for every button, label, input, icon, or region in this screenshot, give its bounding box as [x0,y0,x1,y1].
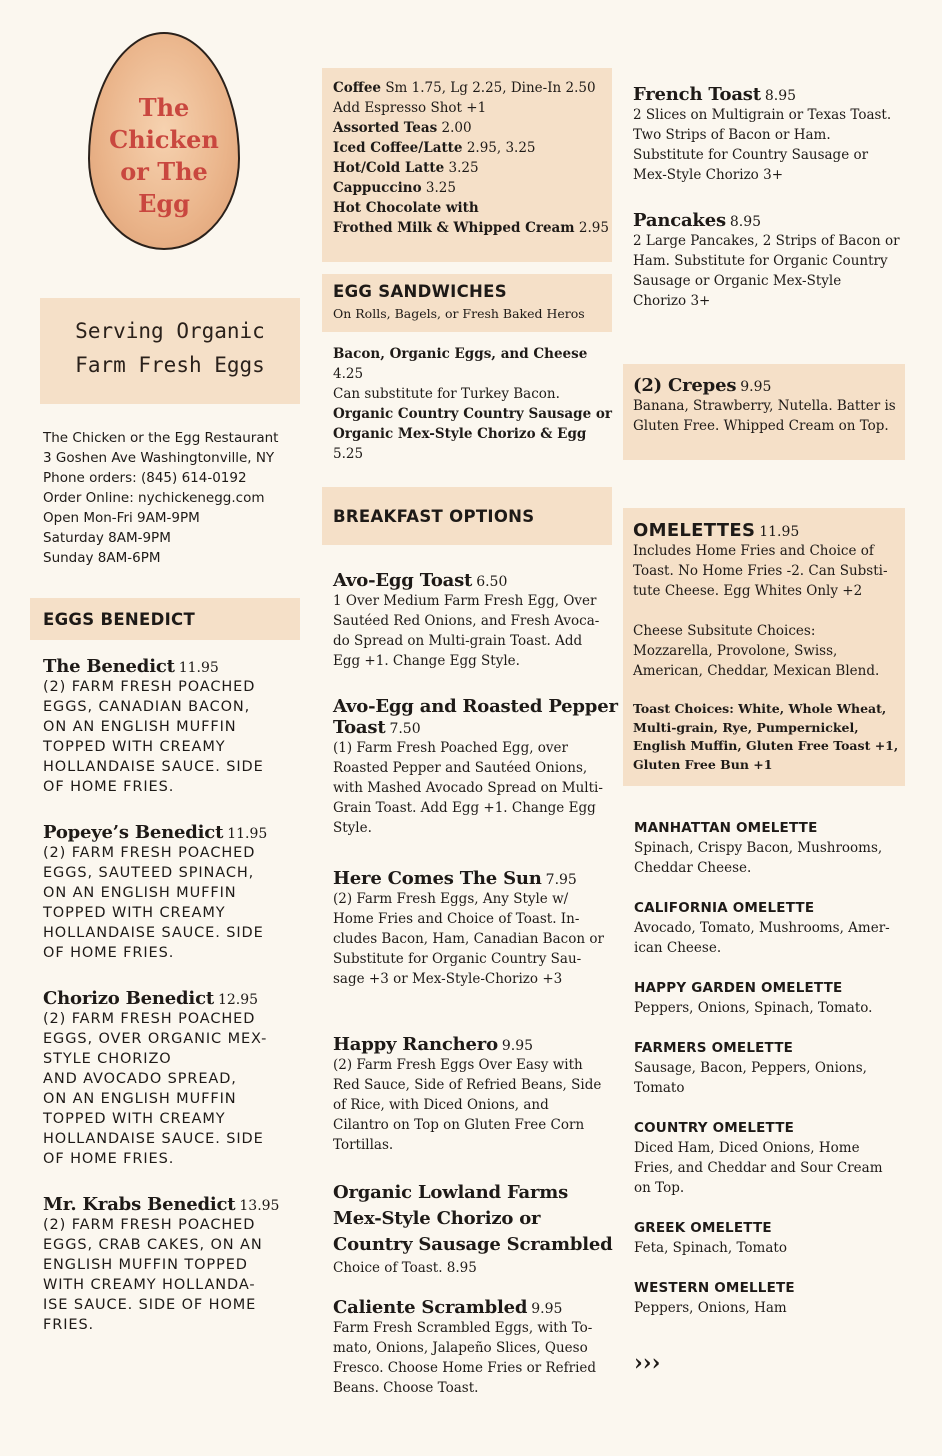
drink-teas: Assorted Teas 2.00 [333,120,472,136]
drink-coffee: Coffee Sm 1.75, Lg 2.25, Dine-In 2.50 [333,80,596,96]
drink-latte: Hot/Cold Latte 3.25 [333,160,479,176]
omelette-happy-garden: HAPPY GARDEN OMELETTE Peppers, Onions, Spinach, Tomato. [634,980,873,1016]
menu-item-here-comes-the-sun: Here Comes The Sun 7.95 (2) Farm Fresh Eggs, Any Style w/ Home Fries and Choice of Toast. In- cludes Bacon, Ham, Canadian Bacon or Substitute for Organic Country Sau- sage +3 or Mex-Style-Chorizo +3 [333,868,604,987]
egg-sandwiches-header: EGG SANDWICHES [333,282,507,301]
menu-item-the-benedict: The Benedict 11.95 (2) FARM FRESH POACHED EGGS, CANADIAN BACON, ON AN ENGLISH MUFFIN TOPPED WITH CREAMY HOLLANDAISE SAUCE. SIDE OF HOME FRIES. [43,656,264,795]
tagline: Serving Organic Farm Fresh Eggs [75,319,265,377]
next-page-arrow-icon: ››› [634,1350,661,1376]
sandwich-sausage-chorizo: Organic Country Country Sausage or Organic Mex-Style Chorizo & Egg 5.25 [333,406,612,462]
omelettes-section: OMELETTES 11.95 Includes Home Fries and Choice of Toast. No Home Fries -2. Can Substi- tute Cheese. Egg Whites Only +2 Cheese Subsitute Choices: Mozzarella, Provolone, Swiss, American, Cheddar, Mexican Blend. Toast Choices: White, Whole Wheat, Multi-grain, Rye, Pumpernickel, English Muffin, Gluten Free Toast +1, Gluten Free Bun +1 [633,520,901,774]
menu-item-happy-ranchero: Happy Ranchero 9.95 (2) Farm Fresh Eggs Over Easy with Red Sauce, Side of Refried Beans, Side of Rice, with Diced Onions, and Cilantro on Top on Gluten Free Corn Tortillas. [333,1034,602,1153]
menu-item-crepes: (2) Crepes 9.95 Banana, Strawberry, Nutella. Batter is Gluten Free. Whipped Cream on Top. [633,375,896,434]
egg-sandwiches-subheader: On Rolls, Bagels, or Fresh Baked Heros [333,306,585,321]
drink-iced-coffee: Iced Coffee/Latte 2.95, 3.25 [333,140,536,156]
omelette-california: CALIFORNIA OMELETTE Avocado, Tomato, Mushrooms, Amer- ican Cheese. [634,900,890,956]
drink-cappuccino: Cappuccino 3.25 [333,180,456,196]
menu-item-popeyes-benedict: Popeye’s Benedict 11.95 (2) FARM FRESH POACHED EGGS, SAUTEED SPINACH, ON AN ENGLISH MUFFIN TOPPED WITH CREAMY HOLLANDAISE SAUCE. SIDE OF HOME FRIES. [43,822,268,961]
omelette-greek: GREEK OMELETTE Feta, Spinach, Tomato [634,1220,787,1256]
breakfast-header: BREAKFAST OPTIONS [333,507,535,526]
omelette-western: WESTERN OMELLETE Peppers, Onions, Ham [634,1280,795,1316]
menu-item-pancakes: Pancakes 8.95 2 Large Pancakes, 2 Strips of Bacon or Ham. Substitute for Organic Country Sausage or Organic Mex-Style Chorizo 3+ [633,210,900,309]
eggs-benedict-header: EGGS BENEDICT [43,610,196,629]
drink-whipped-cream: Frothed Milk & Whipped Cream 2.95 [333,220,609,236]
drink-espresso-shot: Add Espresso Shot +1 [333,100,487,116]
drink-hot-chocolate: Hot Chocolate with [333,200,479,216]
restaurant-info: The Chicken or the Egg Restaurant 3 Goshen Ave Washingtonville, NY Phone orders: (845) 614-0192 Order Online: nychickenegg.com Open Mon-Fri 9AM-9PM Saturday 8AM-9PM Sunday 8AM-6PM [43,430,279,566]
menu-item-avo-egg-roasted-pepper: Avo-Egg and Roasted Pepper Toast 7.50 (1) Farm Fresh Poached Egg, over Roasted Pepper and Sautéed Onions, with Mashed Avocado Spread on Multi- Grain Toast. Add Egg +1. Change Egg Style. [333,696,618,836]
omelette-country: COUNTRY OMELETTE Diced Ham, Diced Onions, Home Fries, and Cheddar and Sour Cream on Top. [634,1120,883,1196]
menu-item-avo-egg-toast: Avo-Egg Toast 6.50 1 Over Medium Farm Fresh Egg, Over Sautéed Red Onions, and Fresh Avoca- do Spread on Multi-grain Toast. Add Egg +1. Change Egg Style. [333,570,600,669]
omelette-manhattan: MANHATTAN OMELETTE Spinach, Crispy Bacon, Mushrooms, Cheddar Cheese. [634,820,883,876]
menu-item-lowland-farms-scrambled: Organic Lowland Farms Mex-Style Chorizo or Country Sausage Scrambled Choice of Toast. 8.95 [333,1182,613,1276]
logo-text: The Chicken or The Egg [109,93,219,218]
sandwich-bacon-egg-cheese: Bacon, Organic Eggs, and Cheese 4.25 Can substitute for Turkey Bacon. [333,346,588,402]
menu-item-chorizo-benedict: Chorizo Benedict 12.95 (2) FARM FRESH POACHED EGGS, OVER ORGANIC MEX- STYLE CHORIZO AND AVOCADO SPREAD, ON AN ENGLISH MUFFIN TOPPED WITH CREAMY HOLLANDAISE SAUCE. SIDE OF HOME FRIES. [43,988,268,1167]
menu-item-mr-krabs-benedict: Mr. Krabs Benedict 13.95 (2) FARM FRESH POACHED EGGS, CRAB CAKES, ON AN ENGLISH MUFFIN TOPPED WITH CREAMY HOLLANDA- ISE SAUCE. SIDE OF HOME FRIES. [43,1194,280,1333]
toast-choices: Toast Choices: White, Whole Wheat, Multi-grain, Rye, Pumpernickel, English Muffin, Gluten Free Toast +1, Gluten Free Bun +1 [633,701,899,772]
menu-item-french-toast: French Toast 8.95 2 Slices on Multigrain or Texas Toast. Two Strips of Bacon or Ham. Substitute for Country Sausage or Mex-Style Chorizo 3+ [633,84,892,183]
drinks-list [333,78,613,238]
omelette-list [634,818,909,1318]
omelette-farmers: FARMERS OMELETTE Sausage, Bacon, Peppers, Onions, Tomato [634,1040,867,1096]
menu-item-caliente-scrambled: Caliente Scrambled 9.95 Farm Fresh Scrambled Eggs, with To- mato, Onions, Jalapeño Slices, Queso Fresco. Choose Home Fries or Refried Beans. Choose Toast. [333,1297,597,1396]
cheese-choices: Cheese Subsitute Choices: Mozzarella, Provolone, Swiss, American, Cheddar, Mexican Blend. [633,623,880,679]
